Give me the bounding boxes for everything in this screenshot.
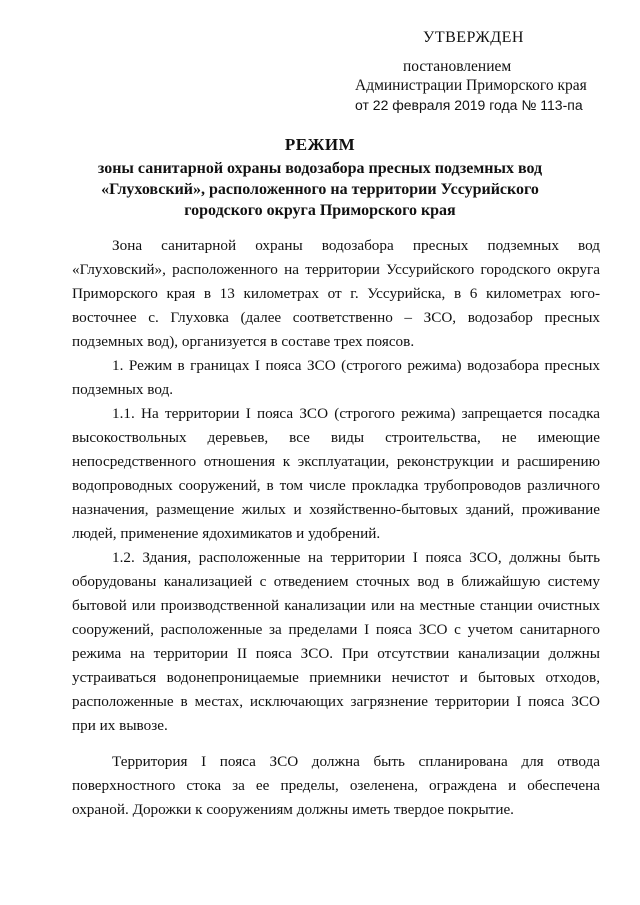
document-title <box>60 134 580 221</box>
title-subtitle: зоны санитарной охраны водозабора пресных подземных вод «Глуховский», расположенного на территории Уссурийского городского округа Приморского края <box>97 160 543 219</box>
document-body <box>72 234 600 822</box>
paragraph-1: 1. Режим в границах I пояса ЗСО (строгого режима) водозабора пресных подземных вод. <box>72 357 600 398</box>
approved-label: УТВЕРЖДЕН <box>423 29 524 46</box>
approval-line-1: постановлением <box>403 58 512 75</box>
approval-date-number: от 22 февраля 2019 года № 113-па <box>355 97 583 113</box>
title-heading: РЕЖИМ <box>284 135 356 154</box>
paragraph-intro: Зона санитарной охраны водозабора пресных подземных вод «Глуховский», расположенного на территории Уссурийского городского округа Приморского края в 13 километрах от г. Уссурийска, в 6 километрах юго-восточнее с. Глуховка (далее соответственно – ЗСО, водозабор пресных подземных вод), организуется в составе трех поясов. <box>72 237 600 350</box>
paragraph-1-2: 1.2. Здания, расположенные на территории I пояса ЗСО, должны быть оборудованы канализацией с отведением сточных вод в ближайшую систему бытовой или производственной канализации или на местные станции очистных сооружений, расположенные за пределами I пояса ЗСО с учетом санитарного режима на территории II пояса ЗСО. При отсутствии канализации должны устраиваться водонепроницаемые приемники нечистот и бытовых отходов, расположенные в местах, исключающих загрязнение территории I пояса ЗСО при их вывозе. <box>72 549 600 734</box>
paragraph-1-1: 1.1. На территории I пояса ЗСО (строгого режима) запрещается посадка высокоствольных деревьев, все виды строительства, не имеющие непосредственного отношения к эксплуатации, реконструкции и расширению водопроводных сооружений, в том числе прокладка трубопроводов различного назначения, размещение жилых и хозяйственно-бытовых зданий, проживание людей, применение ядохимикатов и удобрений. <box>72 405 600 542</box>
approval-stamp <box>355 28 615 115</box>
approval-line-2: Администрации Приморского края <box>355 77 587 94</box>
paragraph-territory: Территория I пояса ЗСО должна быть спланирована для отвода поверхностного стока за ее пределы, озеленена, ограждена и обеспечена охраной. Дорожки к сооружениям должны иметь твердое покрытие. <box>72 753 600 818</box>
